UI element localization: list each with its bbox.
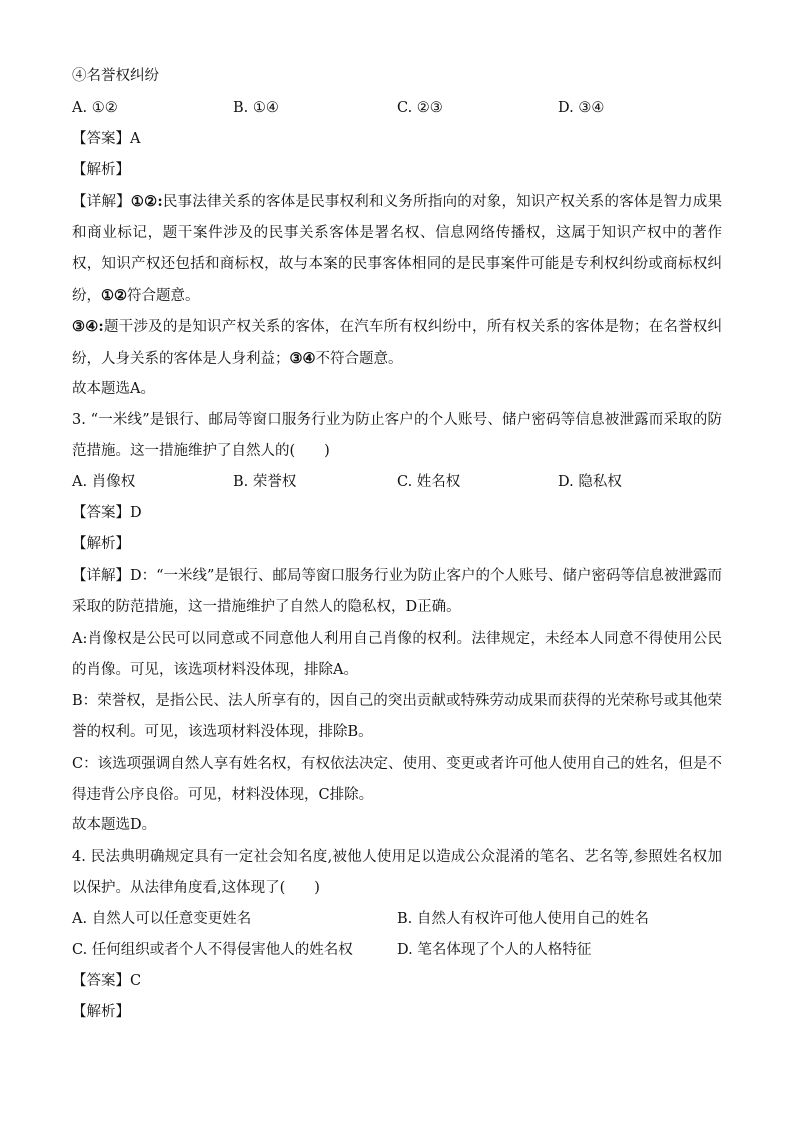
q3-stem: 3. “一米线”是银行、邮局等窗口服务行业为防止客户的个人账号、储户密码等信息被泄露而采取的防范措施。这一措施维护了自然人的( ) — [72, 412, 722, 459]
q3-option-a: A. 肖像权 — [72, 474, 136, 490]
q4-option-c: C. 任何组织或者个人不得侵害他人的姓名权 — [72, 942, 353, 958]
q3-option-b-analysis: B：荣誉权，是指公民、法人所享有的，因自己的突出贡献或特殊劳动成果而获得的光荣称号或其他荣誉的权利。可见，该选项材料没体现，排除B。 — [72, 693, 722, 740]
q4-stem: 4. 民法典明确规定具有一定社会知名度,被他人使用足以造成公众混淆的笔名、艺名等,参照姓名权加以保护。从法律角度看,这体现了( ) — [72, 849, 722, 896]
q2-analysis-heading: 【解析】 — [72, 162, 130, 178]
q3-option-a-analysis: A:肖像权是公民可以同意或不同意他人利用自己肖像的权利。法律规定，未经本人同意不得使用公民的肖像。可见，该选项材料没体现，排除A。 — [72, 631, 722, 678]
q2-second-end: 不符合题意。 — [315, 351, 403, 367]
q3-option-d: D. 隐私权 — [558, 474, 622, 490]
q3-conclusion: 故本题选D。 — [72, 817, 157, 833]
q2-second-body: 题干涉及的是知识产权关系的客体，在汽车所有权纠纷中，所有权关系的客体是物；在名誉权纠纷，人身关系的客体是人身利益； — [72, 319, 722, 367]
q3-option-c-analysis: C：该选项强调自然人享有姓名权，有权依法决定、使用、变更或者许可他人使用自己的姓名，但是不得违背公序良俗。可见，材料没体现，C排除。 — [72, 756, 722, 803]
q3-analysis-heading: 【解析】 — [72, 536, 130, 552]
q4-option-d: D. 笔名体现了个人的人格特征 — [397, 942, 592, 958]
q2-option-c: C. ②③ — [397, 100, 443, 116]
q2-detail-body: 民事法律关系的客体是民事权利和义务所指向的对象，知识产权关系的客体是智力成果和商业标记，题干案件涉及的民事关系客体是署名权、信息网络传播权，这属于知识产权中的著作权，知识产权还包括和商标权，故与本案的民事客体相同的是民事案件可能是专利权纠纷或商标权纠纷， — [72, 194, 723, 304]
q2-option-a: A. ①② — [72, 100, 118, 116]
q3-option-b: B. 荣誉权 — [233, 474, 297, 490]
q2-option-b: B. ①④ — [233, 100, 279, 116]
q2-detail — [72, 186, 722, 312]
q3-option-c: C. 姓名权 — [397, 474, 461, 490]
q4-answer: 【答案】C — [72, 973, 142, 989]
q2-second-mark: ③④ — [289, 350, 316, 367]
q2-conclusion: 故本题选A。 — [72, 381, 155, 397]
q2-detail-head: ①②: — [130, 193, 163, 210]
q2-option-d: D. ③④ — [558, 100, 605, 116]
q4-analysis-heading: 【解析】 — [72, 1004, 130, 1020]
q2-second — [72, 311, 722, 375]
q2-detail-label: 【详解】 — [72, 194, 131, 210]
q2-second-head: ③④: — [72, 318, 104, 335]
q2-answer: 【答案】A — [72, 131, 141, 147]
q3-answer: 【答案】D — [72, 505, 142, 521]
q2-detail-end: 符合题意。 — [127, 288, 200, 304]
q3-detail: 【详解】D：“一米线”是银行、邮局等窗口服务行业为防止客户的个人账号、储户密码等信息被泄露而采取的防范措施，这一措施维护了自然人的隐私权，D正确。 — [72, 568, 722, 615]
q4-option-a: A. 自然人可以任意变更姓名 — [72, 911, 252, 927]
q2-item-4: ④名誉权纠纷 — [72, 68, 159, 84]
q4-option-b: B. 自然人有权许可他人使用自己的姓名 — [397, 911, 649, 927]
q2-detail-mark: ①② — [101, 287, 127, 304]
